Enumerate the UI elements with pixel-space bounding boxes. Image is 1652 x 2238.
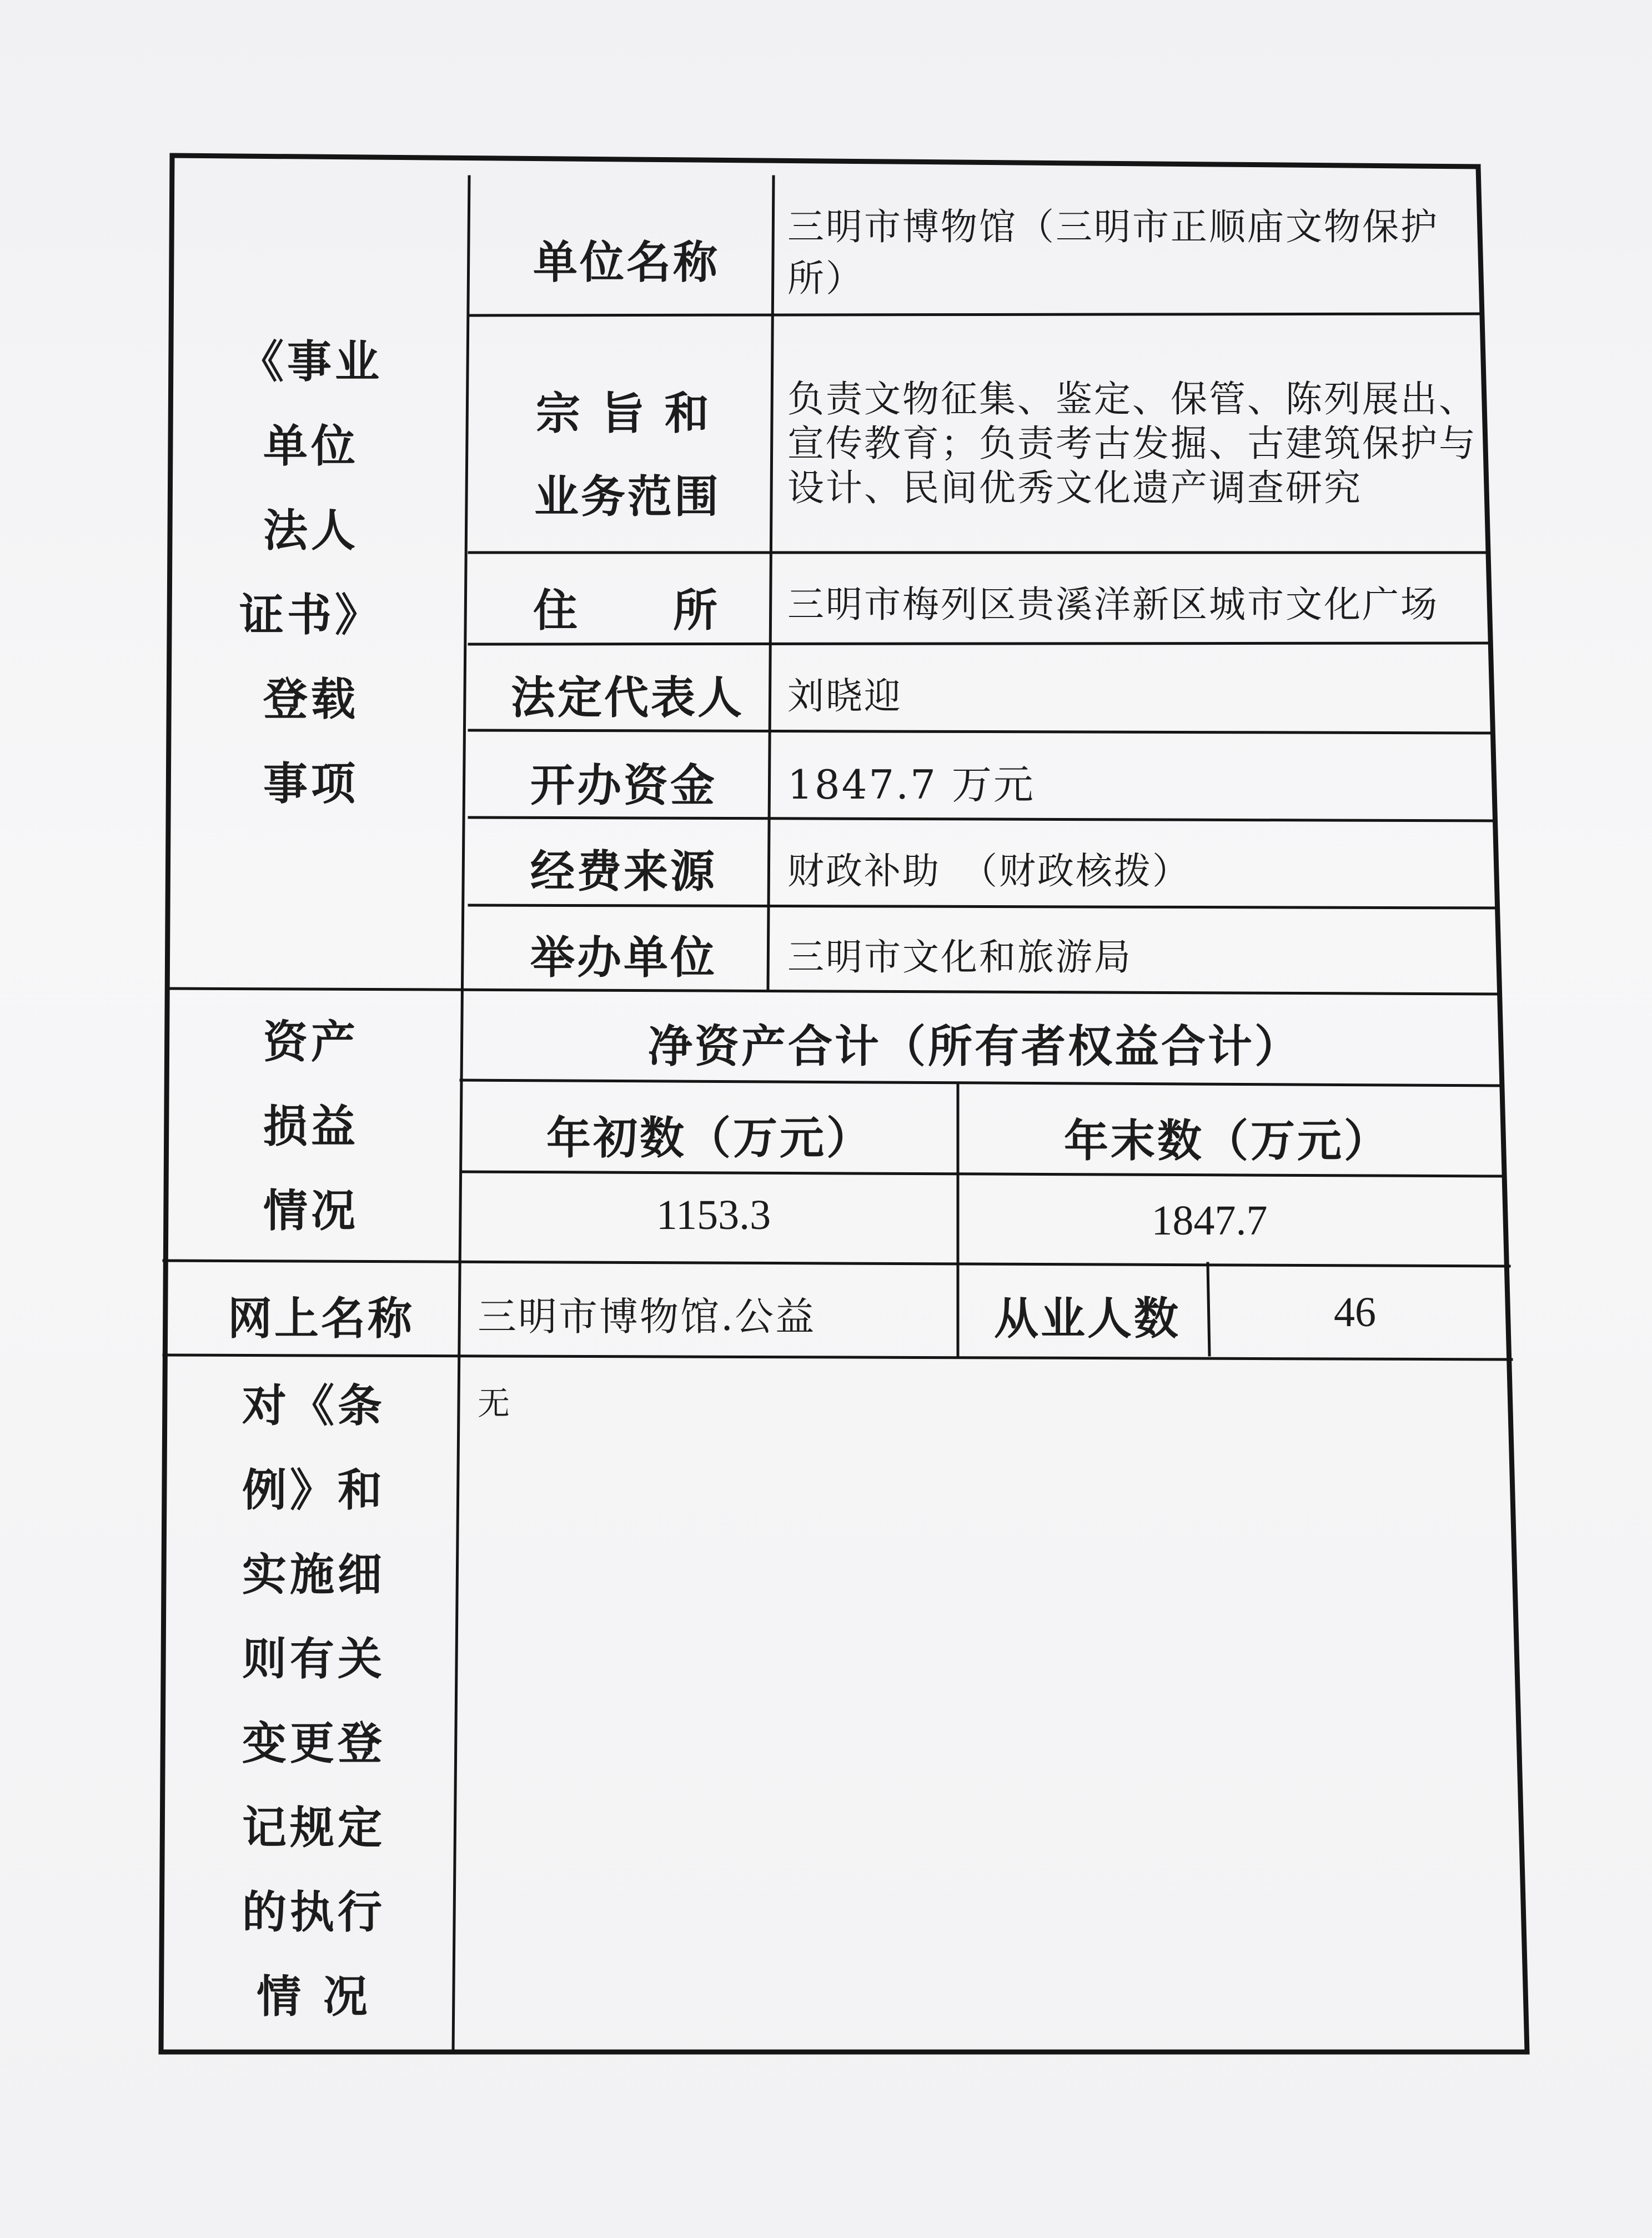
year-begin-value: 1153.3 [656,1192,771,1238]
registration-section-title [239,319,383,826]
year-begin-label: 年初数（万元） [546,1112,873,1164]
compliance-value: 无 [478,1384,512,1422]
staff-count-value: 46 [1334,1289,1376,1336]
address-value: 三明市梅列区贵溪洋新区城市文化广场 [787,583,1439,626]
purpose-value-line3: 设计、民间优秀文化遗产调查研究 [787,466,1362,509]
purpose-value-line2: 宣传教育；负责考古发掘、古建筑保护与 [787,422,1477,465]
compliance-title-line: 情 况 [257,1970,371,2023]
compliance-title-line: 变更登 [242,1717,385,1769]
assets-title-line: 资产 [263,1016,359,1068]
legal-representative-label: 法定代表人 [511,671,744,724]
online-name-label: 网上名称 [228,1292,414,1344]
registration-title-line: 登载 [263,673,359,725]
assets-title-line: 损益 [263,1100,359,1152]
registration-title-line: 事项 [263,757,359,810]
assets-title-line: 情况 [263,1185,359,1237]
funding-source-label: 经费来源 [530,845,717,897]
compliance-title-line: 对《条 [242,1379,385,1432]
unit-name-value-line2: 所） [787,257,864,300]
purpose-label-line1: 宗 旨 和 [536,387,711,439]
compliance-title-line: 实施细 [242,1548,385,1600]
registration-title-line: 证书》 [239,589,383,641]
year-end-value: 1847.7 [1151,1197,1268,1244]
funding-source-value: 财政补助 （财政核拨） [787,850,1191,892]
address-label: 住 所 [533,584,720,636]
unit-name-label: 单位名称 [533,236,720,288]
legal-representative-value: 刘晓迎 [787,675,902,717]
compliance-section-title [233,1363,394,2039]
registration-title-line: 单位 [263,420,359,472]
registration-title-line: 《事业 [239,335,383,388]
purpose-label-line2: 业务范围 [534,470,721,523]
year-end-label: 年末数（万元） [1064,1115,1390,1167]
net-assets-header: 净资产合计（所有者权益合计） [648,1020,1301,1072]
unit-name-value-line1: 三明市博物馆（三明市正顺庙文物保护 [787,205,1439,248]
compliance-title-line: 则有关 [242,1633,385,1685]
compliance-title-line: 的执行 [242,1886,385,1938]
sponsor-value: 三明市文化和旅游局 [787,936,1132,979]
compliance-title-line: 记规定 [242,1802,385,1854]
online-name-value: 三明市博物馆.公益 [478,1294,816,1339]
staff-count-label: 从业人数 [994,1292,1181,1344]
registration-title-line: 法人 [263,504,359,556]
assets-section-title [239,1000,383,1253]
purpose-value-line1: 负责文物征集、鉴定、保管、陈列展出、 [787,378,1477,420]
capital-value: 1847.7 万元 [787,761,1035,808]
sponsor-label: 举办单位 [530,931,717,983]
compliance-title-line: 例》和 [242,1464,385,1516]
capital-label: 开办资金 [530,759,717,811]
